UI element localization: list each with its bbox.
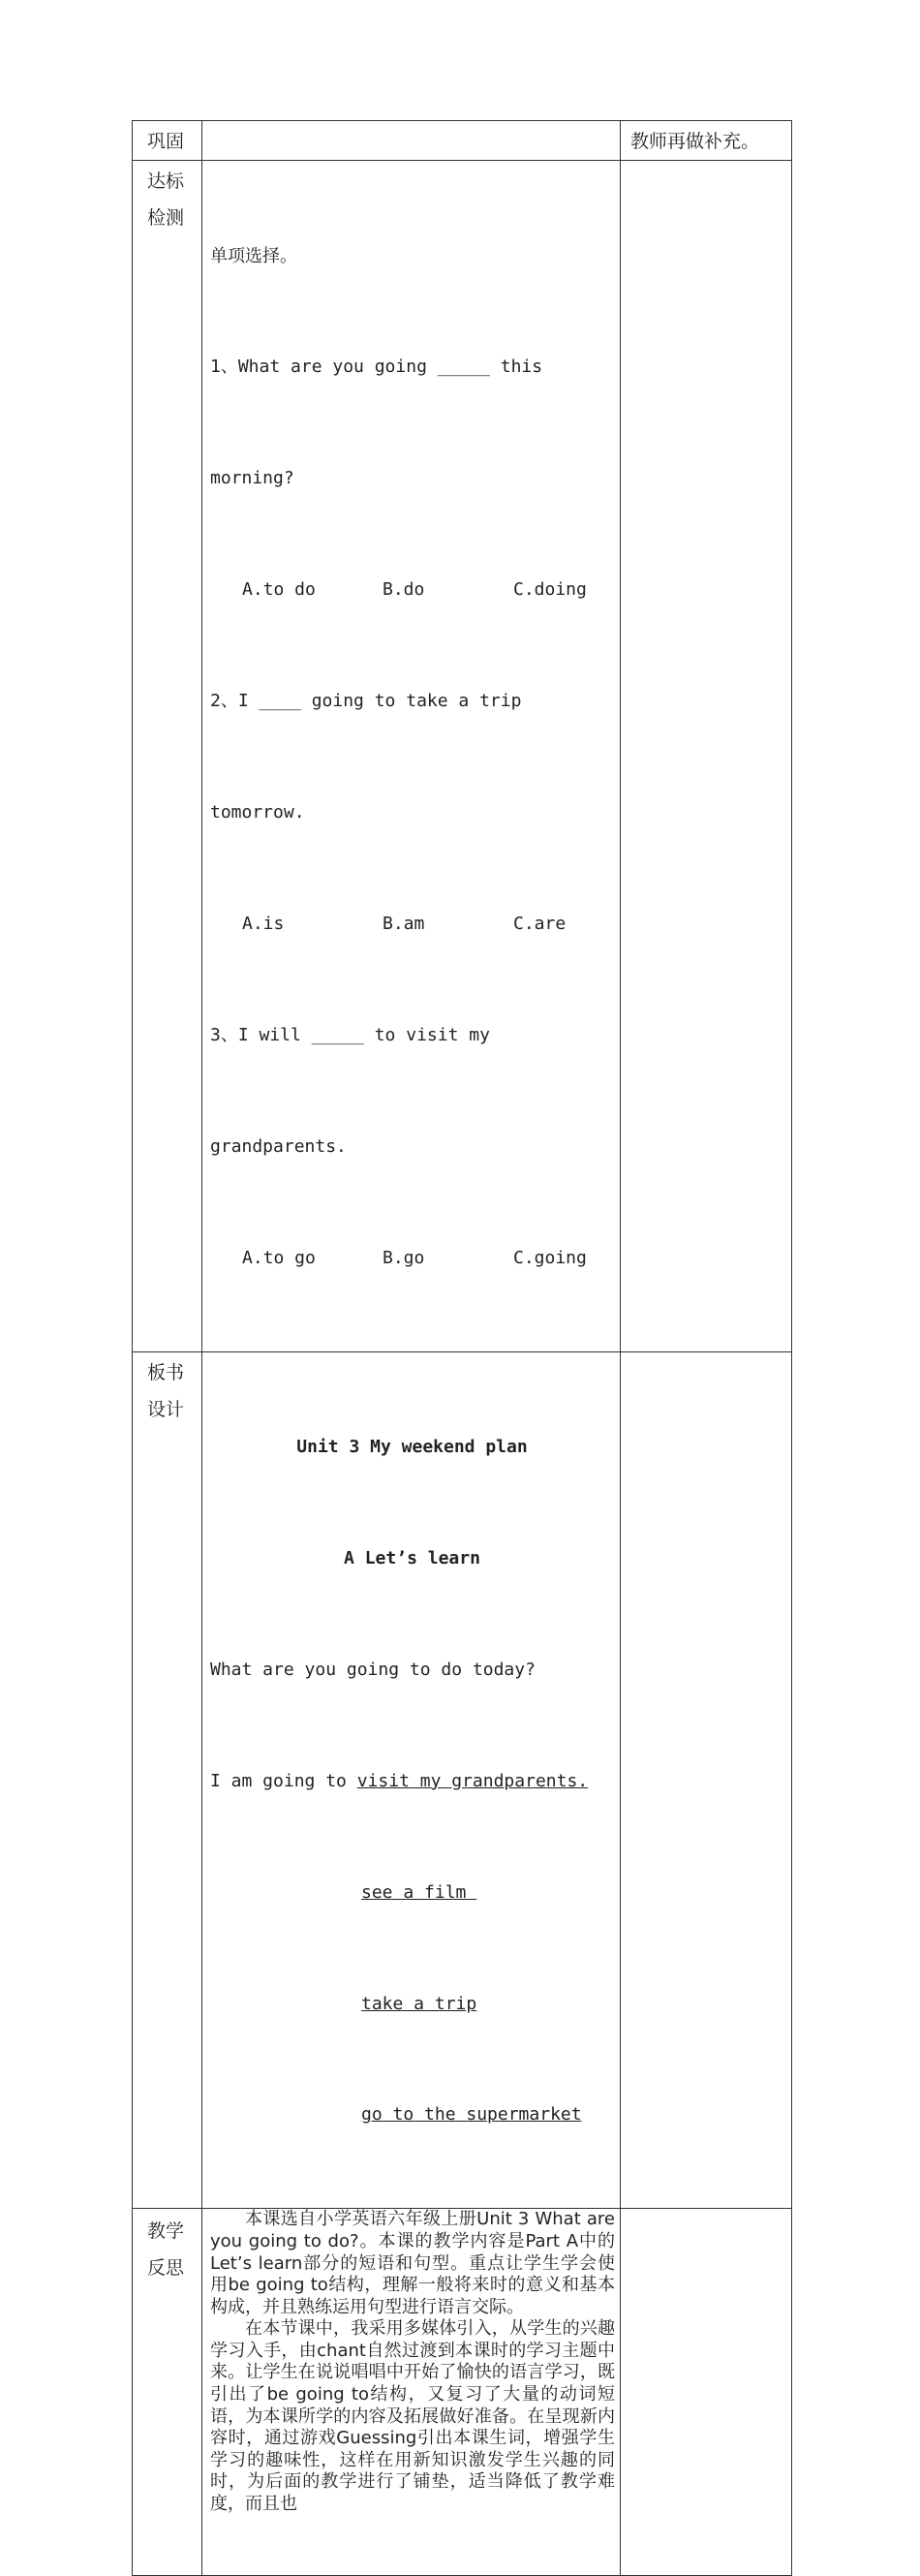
row-label-line-2: 检测 [147,207,185,229]
option-a: A.to do [242,579,316,601]
option-a: A.is [242,913,285,934]
board-question: What are you going to do today? [210,1659,536,1680]
option-a: A.to go [242,1247,316,1268]
reflection-paragraph-2: 在本节课中，我采用多媒体引入，从学生的兴趣学习入手，由chant自然过渡到本课时的学习主题中来。让学生在说说唱唱中开始了愉快的语言学习，既引出了be going to结构，又复习了大量的动词短语，为本课所学的内容及拓展做好准备。在呈现新内容时，通过游戏Guessing引出本课生词，增强学生学习的趣味性，这样在用新知识激发学生兴趣的同时，为后面的教学进行了铺垫，适当降低了教学难度，而且也 [210,2318,615,2515]
row-assessment [133,161,792,1352]
content-cell [202,1351,621,2209]
row-board-design [133,1351,792,2209]
question-1-line-1: 1、What are you going _____ this [210,357,543,378]
note-cell [621,2209,792,2576]
row-label-line-1: 达标 [147,171,185,192]
option-c: C.are [513,913,567,934]
note-cell [621,1351,792,2209]
row-label-cell [133,1351,202,2209]
option-c: C.going [513,1247,587,1268]
row-label-cell [133,121,202,161]
teacher-note: 教师再做补充。 [630,131,760,152]
row-label: 巩固 [147,131,185,152]
row-label-line-2: 设计 [147,1398,185,1420]
option-b: B.am [383,913,425,934]
reflection-paragraph-1: 本课选自小学英语六年级上册Unit 3 What are you going to do?。本课的教学内容是Part A中的Let’s learn部分的短语和句型。重点让学生学会使用be going to结构，理解一般将来时的意义和基本构成，并且熟练运用句型进行语言交际。 [210,2209,615,2317]
row-label-cell [133,161,202,1352]
question-3-line-1: 3、I will _____ to visit my [210,1024,490,1045]
board-title: Unit 3 My weekend plan [296,1437,528,1458]
content-cell [202,121,621,161]
lesson-plan-table [132,120,792,2576]
option-b: B.go [383,1247,425,1268]
board-subtitle: A Let’s learn [344,1547,480,1568]
exercise-heading: 单项选择。 [210,245,297,266]
phrase-item: go to the supermarket [361,2104,582,2126]
phrase-item: see a film [361,1881,477,1903]
row-label-line-1: 教学 [147,2220,185,2243]
question-3-options [210,1240,614,1277]
question-3-line-2: grandparents. [210,1135,347,1157]
row-label-line-2: 反思 [147,2257,185,2280]
answer-prefix: I am going to [210,1770,357,1791]
phrase-item: take a trip [361,1993,477,2014]
content-cell [202,161,621,1352]
note-cell [621,121,792,161]
row-consolidate [133,121,792,161]
row-label-line-1: 板书 [147,1361,185,1383]
question-1-line-2: morning? [210,468,294,489]
option-c: C.doing [513,579,587,601]
question-2-line-2: tomorrow. [210,802,305,823]
note-cell [621,161,792,1352]
phrase-item: visit my grandparents. [356,1770,589,1791]
board-answer [210,1763,614,1800]
option-b: B.do [383,579,425,601]
row-reflection [133,2209,792,2576]
row-label-cell [133,2209,202,2576]
question-1-options [210,572,614,608]
question-2-line-1: 2、I ____ going to take a trip [210,691,522,712]
question-2-options [210,906,614,943]
content-cell [202,2209,621,2576]
